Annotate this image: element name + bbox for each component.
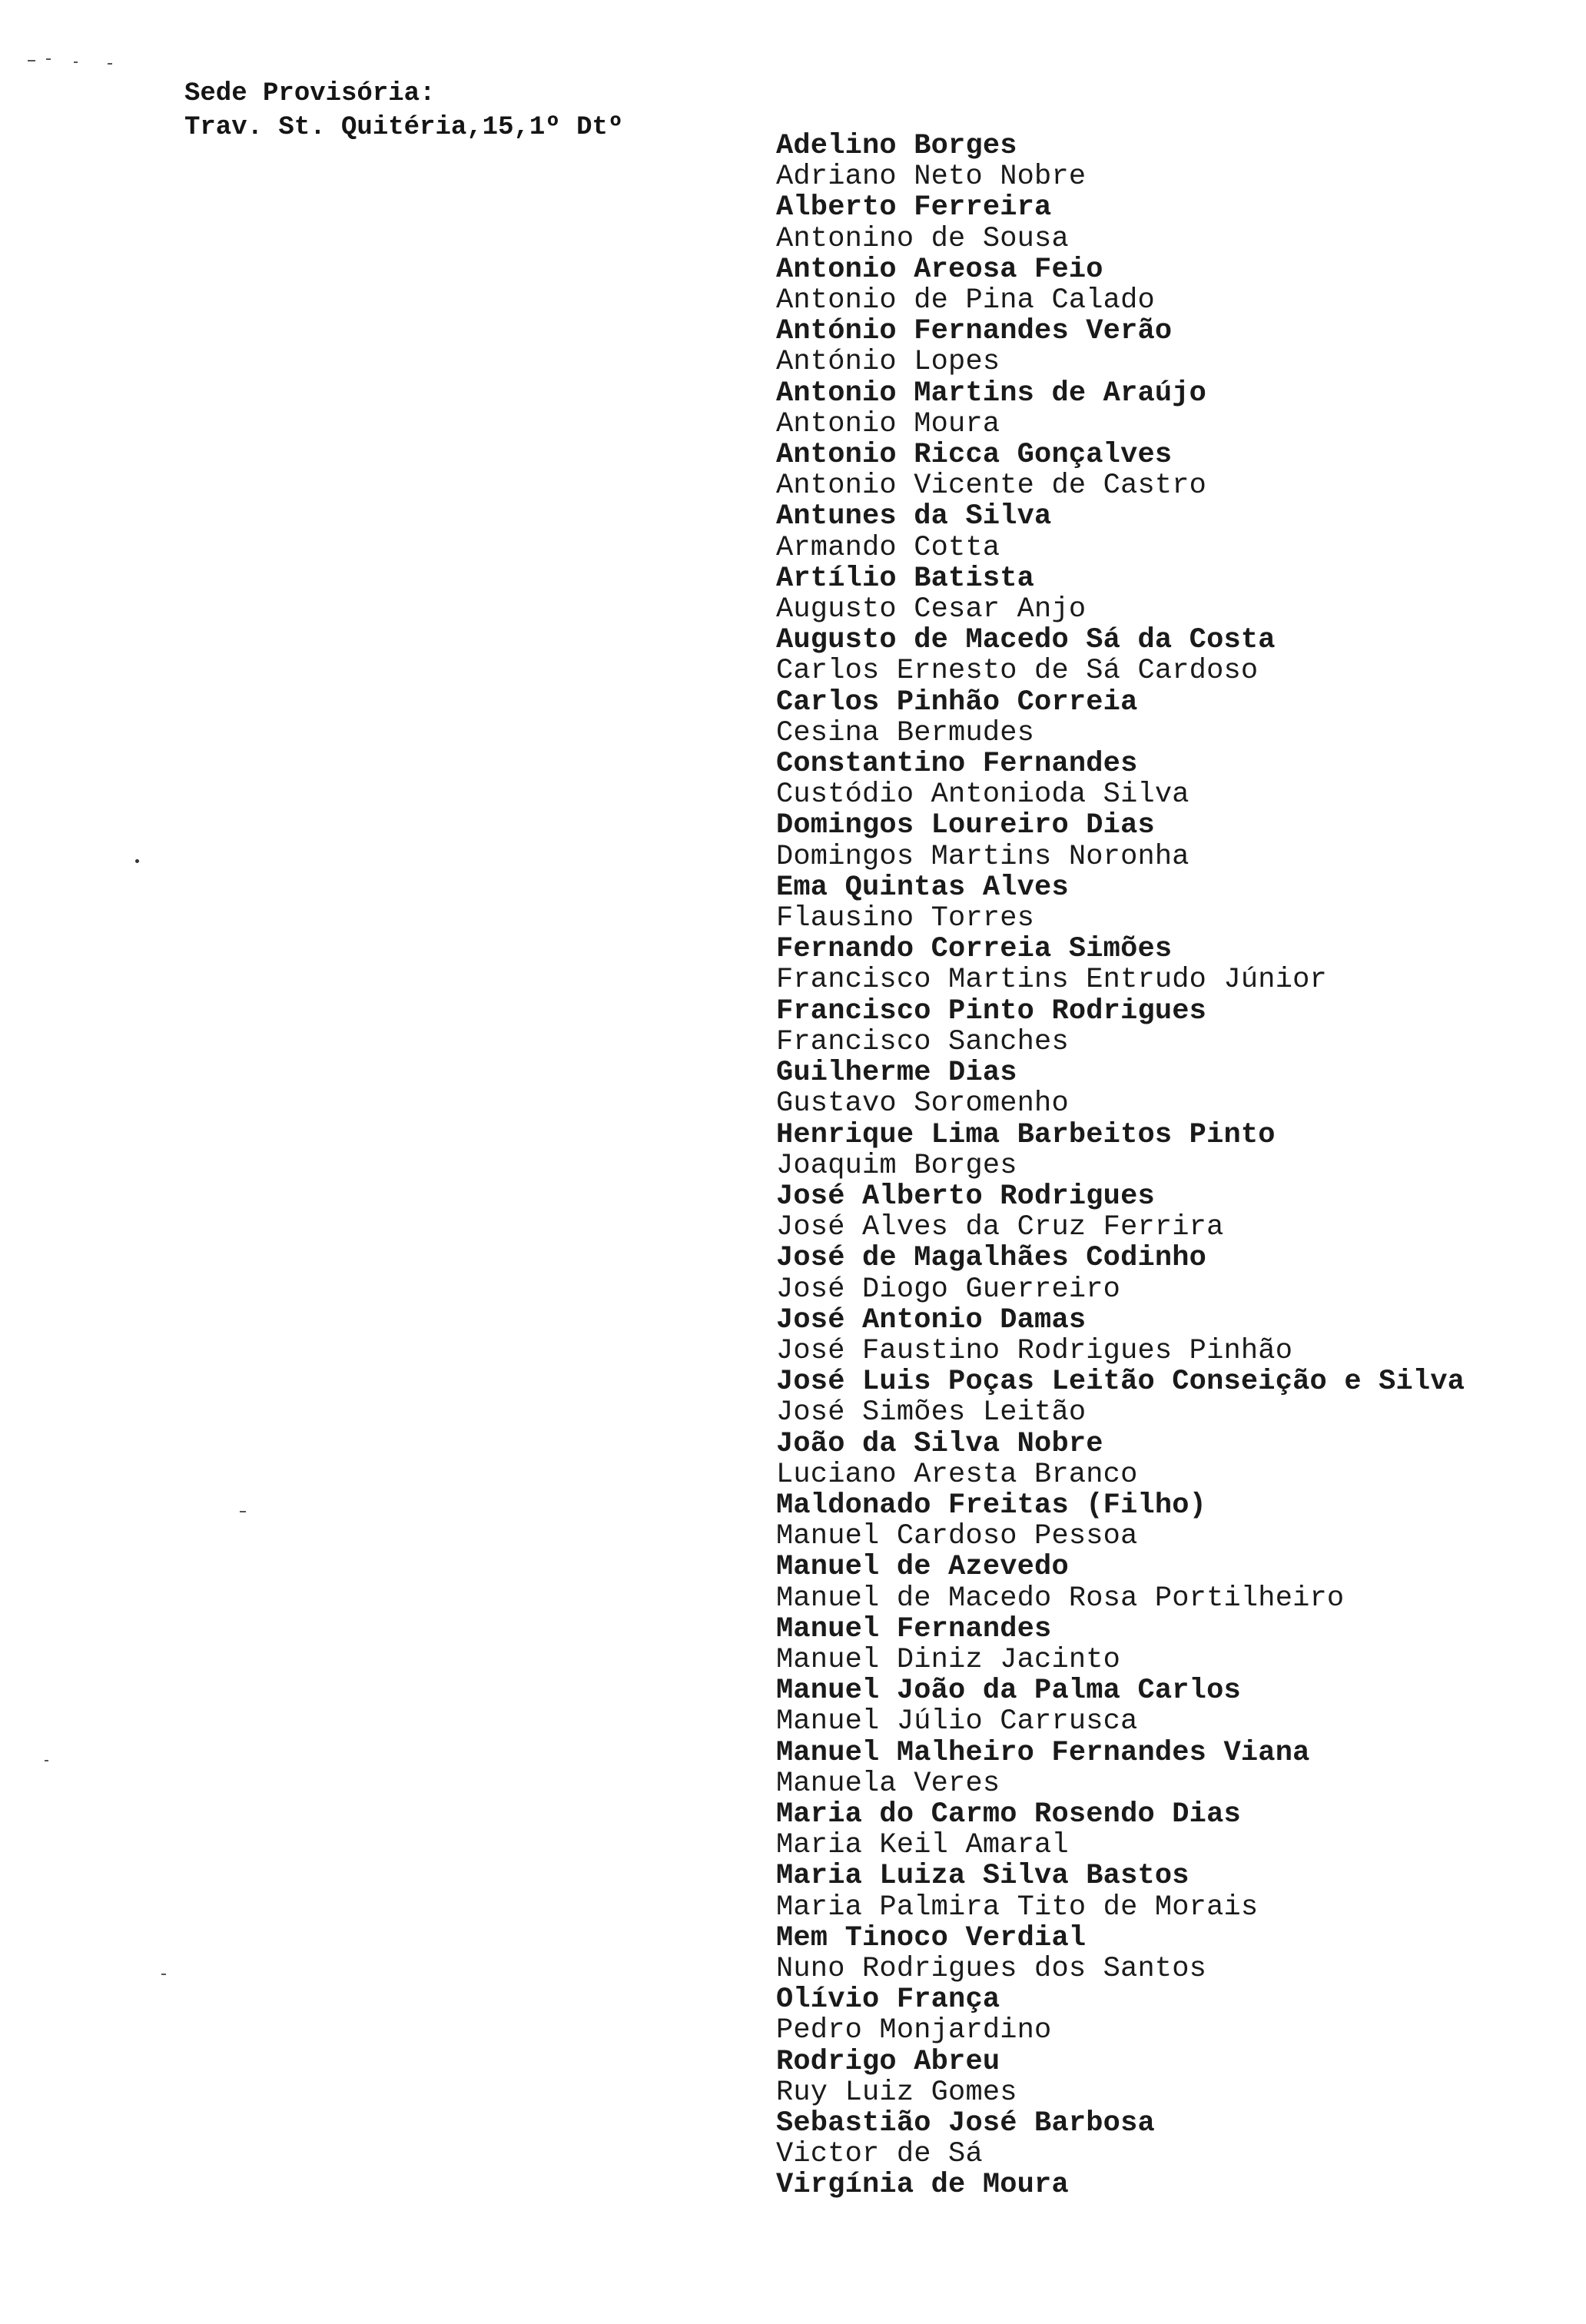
name-entry: Cesina Bermudes	[776, 716, 1035, 749]
scan-speck	[135, 859, 139, 863]
name-entry: Antonio Areosa Feio	[776, 253, 1103, 286]
name-entry: Fernando Correia Simões	[776, 933, 1173, 966]
name-entry: Domingos Martins Noronha	[776, 840, 1190, 873]
name-entry: José Antonio Damas	[776, 1303, 1087, 1336]
name-entry: Luciano Aresta Branco	[776, 1458, 1138, 1491]
header-address-line: Trav. St. Quitéria,15,1º Dtº	[184, 113, 624, 142]
name-entry: Manuel Malheiro Fernandes Viana	[776, 1736, 1310, 1769]
name-entry: José Simões Leitão	[776, 1396, 1087, 1429]
name-entry: Manuela Veres	[776, 1767, 1000, 1800]
name-entry: Antonio Vicente de Castro	[776, 470, 1207, 503]
name-entry: Francisco Martins Entrudo Júnior	[776, 964, 1327, 997]
name-entry: Manuel Fernandes	[776, 1612, 1052, 1645]
name-entry: Antonio Martins de Araújo	[776, 377, 1207, 410]
scan-mark	[46, 58, 51, 60]
name-entry: Virgínia de Moura	[776, 2169, 1069, 2202]
name-entry: Alberto Ferreira	[776, 191, 1052, 224]
name-entry: Manuel de Azevedo	[776, 1551, 1069, 1584]
scan-mark	[161, 1974, 166, 1975]
name-entry: Mem Tinoco Verdial	[776, 1921, 1087, 1954]
header-title: Sede Provisória:	[184, 79, 436, 108]
name-entry: Rodrigo Abreu	[776, 2045, 1000, 2078]
scan-mark	[240, 1511, 246, 1512]
name-entry: José Luis Poças Leitão Conseição e Silva	[776, 1366, 1465, 1399]
name-entry: Manuel de Macedo Rosa Portilheiro	[776, 1582, 1345, 1615]
name-entry: Ema Quintas Alves	[776, 871, 1069, 904]
scan-mark	[28, 60, 35, 61]
name-entry: Manuel João da Palma Carlos	[776, 1675, 1241, 1708]
name-entry: Olívio França	[776, 1984, 1000, 2017]
name-entry: António Lopes	[776, 346, 1000, 379]
name-entry: Augusto de Macedo Sá da Costa	[776, 624, 1276, 657]
name-entry: Maria do Carmo Rosendo Dias	[776, 1798, 1241, 1831]
name-entry: Adelino Borges	[776, 130, 1017, 162]
name-entry: Henrique Lima Barbeitos Pinto	[776, 1118, 1276, 1151]
name-entry: Francisco Pinto Rodrigues	[776, 994, 1207, 1028]
name-entry: Armando Cotta	[776, 531, 1000, 564]
name-entry: Gustavo Soromenho	[776, 1087, 1069, 1120]
name-entry: Flausino Torres	[776, 902, 1035, 935]
name-entry: Adriano Neto Nobre	[776, 161, 1087, 194]
name-entry: Augusto Cesar Anjo	[776, 593, 1087, 626]
name-entry: Antonio Ricca Gonçalves	[776, 439, 1173, 472]
name-entry: Maldonado Freitas (Filho)	[776, 1489, 1207, 1522]
name-entry: Carlos Ernesto de Sá Cardoso	[776, 655, 1259, 688]
name-entry: Custódio Antonioda Silva	[776, 779, 1190, 812]
scan-mark	[45, 1760, 48, 1761]
name-entry: Francisco Sanches	[776, 1025, 1069, 1058]
name-entry: Manuel Júlio Carrusca	[776, 1705, 1138, 1738]
name-entry: Constantino Fernandes	[776, 748, 1138, 781]
name-entry: Ruy Luiz Gomes	[776, 2076, 1017, 2109]
name-entry: José de Magalhães Codinho	[776, 1242, 1207, 1275]
name-entry: Nuno Rodrigues dos Santos	[776, 1952, 1207, 1985]
name-entry: Carlos Pinhão Correia	[776, 686, 1138, 719]
name-entry: Antunes da Silva	[776, 500, 1052, 533]
names-list	[776, 131, 1465, 2201]
scan-mark	[74, 61, 78, 63]
name-entry: Sebastião José Barbosa	[776, 2107, 1155, 2140]
name-entry: Victor de Sá	[776, 2138, 983, 2171]
name-entry: José Alberto Rodrigues	[776, 1180, 1155, 1213]
name-entry: Maria Luiza Silva Bastos	[776, 1860, 1190, 1893]
name-entry: Antonio de Pina Calado	[776, 284, 1155, 317]
name-entry: António Fernandes Verão	[776, 315, 1173, 348]
name-entry: Domingos Loureiro Dias	[776, 809, 1155, 842]
scan-mark	[108, 63, 112, 65]
name-entry: Manuel Diniz Jacinto	[776, 1643, 1121, 1676]
name-entry: Maria Keil Amaral	[776, 1829, 1069, 1862]
name-entry: Guilherme Dias	[776, 1057, 1017, 1090]
name-entry: João da Silva Nobre	[776, 1427, 1103, 1460]
name-entry: Joaquim Borges	[776, 1149, 1017, 1182]
name-entry: José Faustino Rodrigues Pinhão	[776, 1334, 1293, 1367]
name-entry: Manuel Cardoso Pessoa	[776, 1520, 1138, 1553]
name-entry: Maria Palmira Tito de Morais	[776, 1891, 1259, 1924]
name-entry: José Diogo Guerreiro	[776, 1273, 1121, 1306]
name-entry: Antonio Moura	[776, 407, 1000, 440]
header-address	[184, 77, 623, 144]
name-entry: Antonino de Sousa	[776, 222, 1069, 255]
name-entry: Artílio Batista	[776, 562, 1035, 595]
name-entry: José Alves da Cruz Ferrira	[776, 1211, 1224, 1244]
name-entry: Pedro Monjardino	[776, 2014, 1052, 2047]
